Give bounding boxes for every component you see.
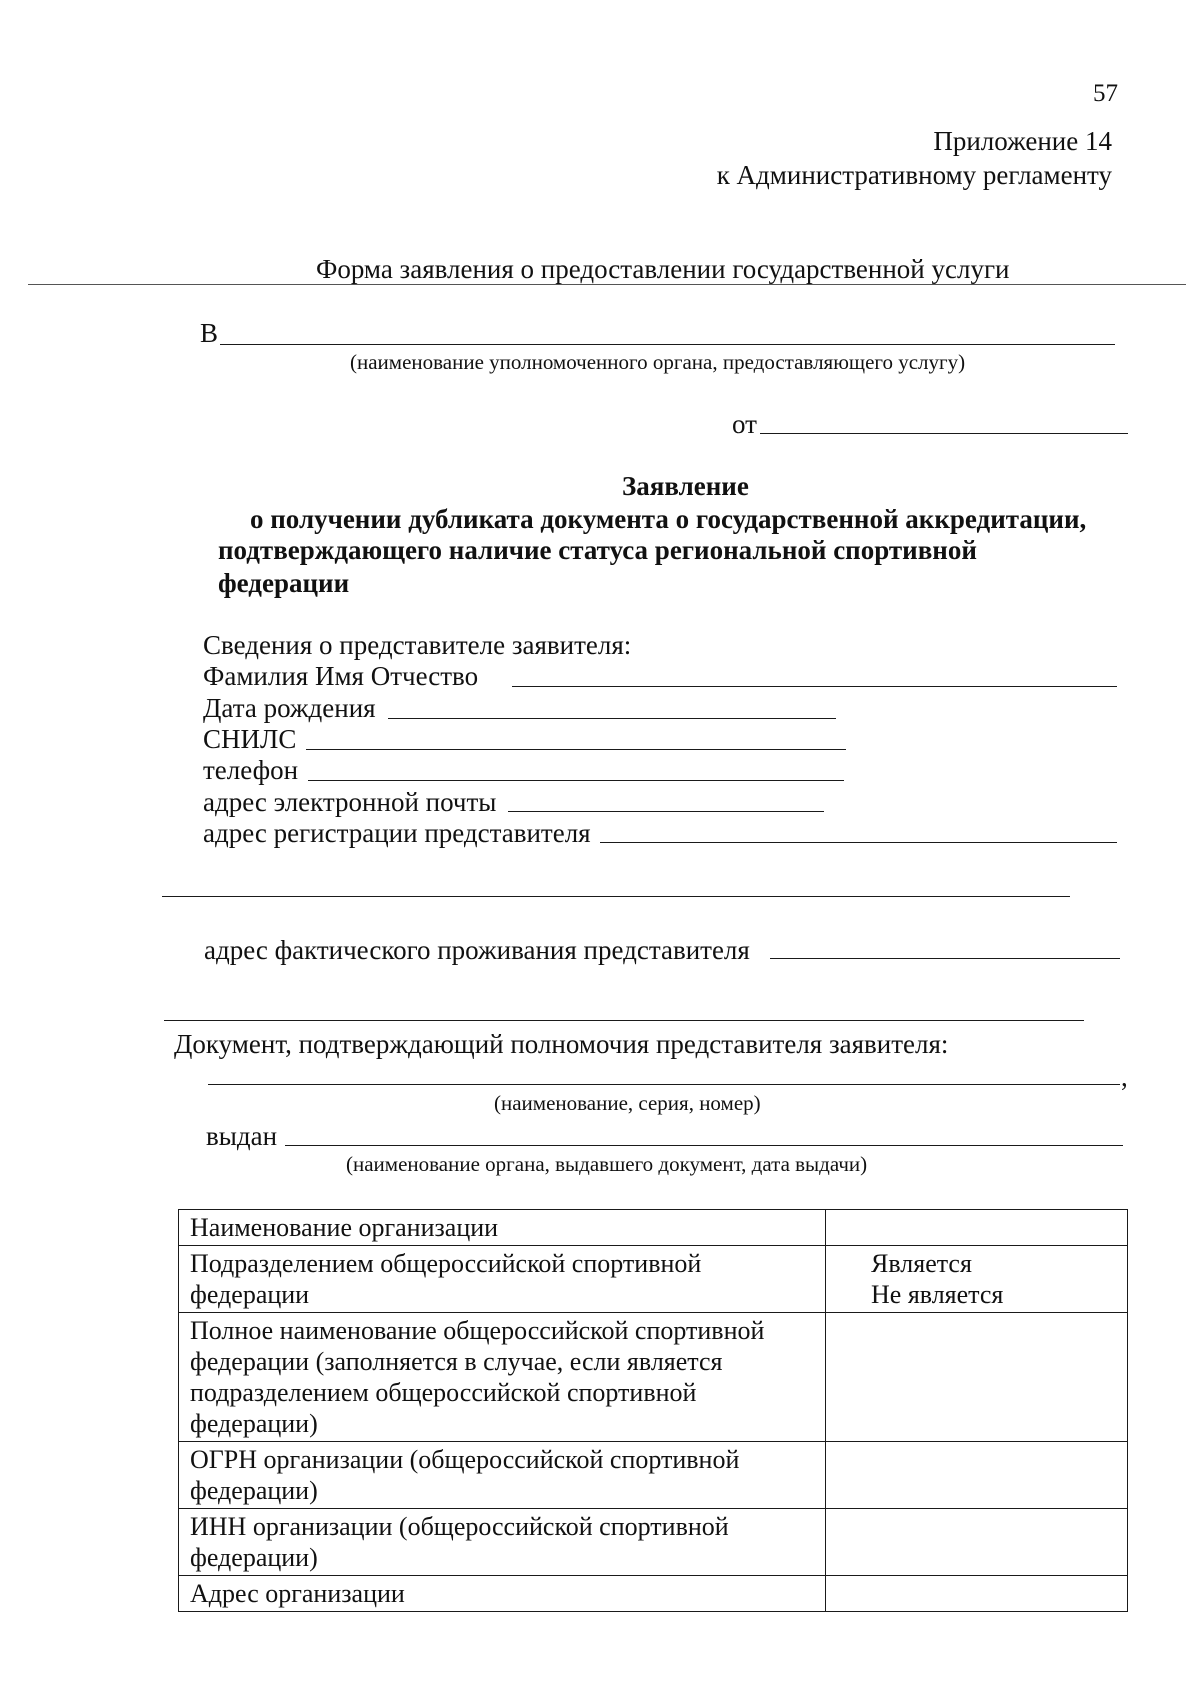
table-row	[179, 1509, 1128, 1576]
issued-field[interactable]	[285, 1145, 1123, 1146]
subdivision-label: Подразделением общероссийской спортивной федерации	[179, 1246, 826, 1313]
table-row	[179, 1210, 1128, 1246]
registration-address-label: адрес регистрации представителя	[203, 818, 591, 848]
birth-date-label: Дата рождения	[203, 693, 376, 723]
table-row	[179, 1313, 1128, 1442]
statement-line-1: о получении дубликата документа о государственной аккредитации,	[250, 504, 1087, 534]
authority-document-comma: ,	[1121, 1062, 1128, 1092]
inn-label: ИНН организации (общероссийской спортивной федерации)	[179, 1509, 826, 1576]
phone-field[interactable]	[308, 780, 844, 781]
federation-name-label: Полное наименование общероссийской спортивной федерации (заполняется в случае, если является подразделением общероссийской спортивной федерации)	[179, 1313, 826, 1442]
actual-address-field[interactable]	[770, 958, 1120, 959]
authority-document-label: Документ, подтверждающий полномочия представителя заявителя:	[174, 1029, 949, 1059]
org-address-label: Адрес организации	[179, 1576, 826, 1612]
table-row	[179, 1442, 1128, 1509]
statement-line-3: федерации	[218, 568, 350, 598]
phone-label: телефон	[203, 755, 299, 785]
addressee-prefix: В	[200, 318, 219, 348]
actual-address-field-continued[interactable]	[164, 1020, 1084, 1021]
full-name-field[interactable]	[512, 686, 1117, 687]
table-row	[179, 1246, 1128, 1313]
actual-address-label: адрес фактического проживания представителя	[204, 935, 750, 965]
statement-line-2: подтверждающего наличие статуса региональной спортивной	[218, 535, 977, 565]
authority-document-field[interactable]	[208, 1084, 1120, 1085]
statement-title: Заявление	[622, 471, 749, 501]
birth-date-field[interactable]	[388, 718, 836, 719]
appendix-number: Приложение 14	[933, 126, 1112, 156]
table-row	[179, 1576, 1128, 1612]
email-label: адрес электронной почты	[203, 787, 497, 817]
issued-label: выдан	[206, 1121, 278, 1151]
org-address-value[interactable]	[826, 1576, 1128, 1612]
snils-field[interactable]	[306, 749, 846, 750]
ogrn-value[interactable]	[826, 1442, 1128, 1509]
from-field[interactable]	[760, 433, 1128, 434]
registration-address-field[interactable]	[600, 842, 1117, 843]
subdivision-value[interactable]: Является Не является	[826, 1246, 1128, 1313]
addressee-field[interactable]	[220, 344, 1115, 345]
snils-label: СНИЛС	[203, 724, 297, 754]
federation-name-value[interactable]	[826, 1313, 1128, 1442]
representative-heading: Сведения о представителе заявителя:	[203, 630, 632, 660]
org-name-value[interactable]	[826, 1210, 1128, 1246]
organization-table	[178, 1209, 1128, 1612]
authority-document-caption: (наименование, серия, номер)	[494, 1091, 761, 1115]
registration-address-field-continued[interactable]	[162, 896, 1070, 897]
appendix-regulation: к Административному регламенту	[716, 160, 1112, 190]
form-title: Форма заявления о предоставлении государственной услуги	[316, 254, 1010, 284]
full-name-label: Фамилия Имя Отчество	[203, 661, 479, 691]
email-field[interactable]	[508, 811, 824, 812]
from-prefix: от	[732, 409, 757, 439]
addressee-caption: (наименование уполномоченного органа, предоставляющего услугу)	[350, 350, 966, 374]
org-name-label: Наименование организации	[179, 1210, 826, 1246]
ogrn-label: ОГРН организации (общероссийской спортивной федерации)	[179, 1442, 826, 1509]
inn-value[interactable]	[826, 1509, 1128, 1576]
page-number: 57	[1093, 80, 1118, 107]
issued-caption: (наименование органа, выдавшего документ, дата выдачи)	[346, 1152, 868, 1176]
